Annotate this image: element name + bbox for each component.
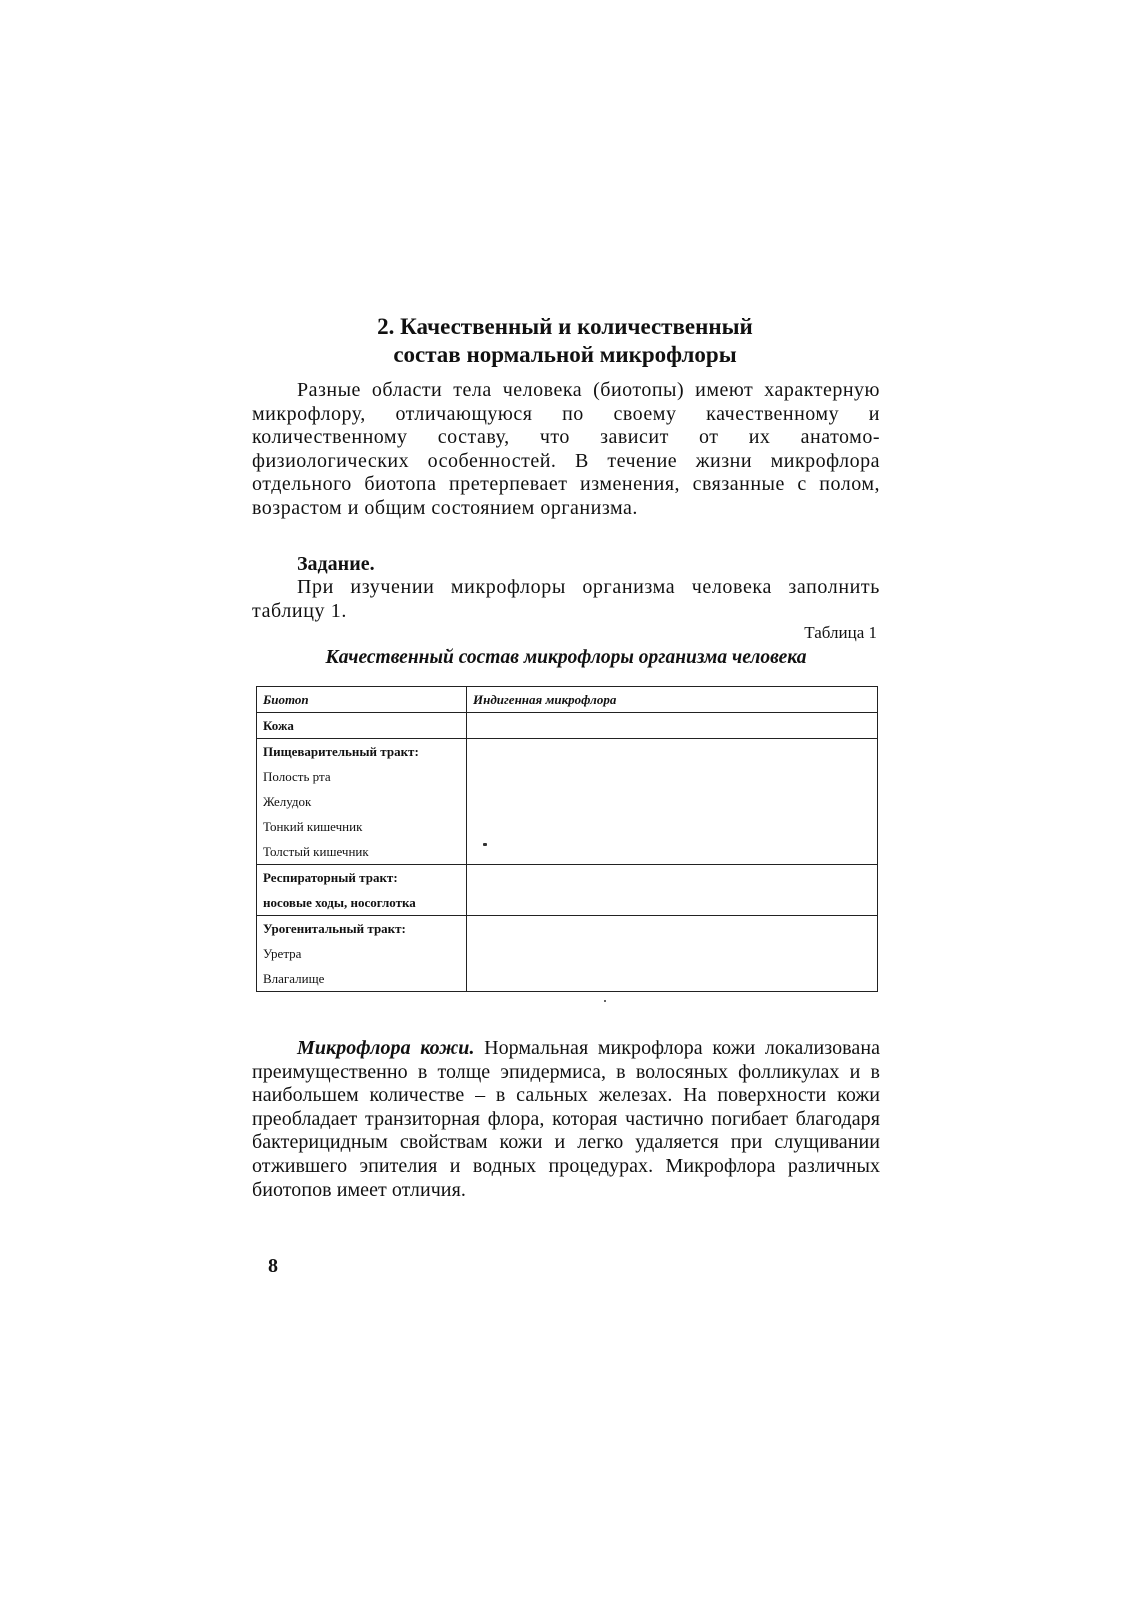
biotope-subitem: Влагалище	[263, 971, 325, 986]
table-header-row	[257, 687, 878, 713]
page-number: 8	[268, 1255, 278, 1277]
scan-speck	[483, 843, 487, 846]
flora-answer-cell[interactable]	[467, 916, 878, 992]
biotope-cell	[257, 739, 467, 865]
table-row	[257, 713, 878, 739]
header-biotope: Биотоп	[263, 692, 309, 707]
scan-speck	[604, 1000, 606, 1002]
header-indigenous-flora: Индигенная микрофлора	[473, 692, 617, 707]
section-title-line-2: состав нормальной микрофлоры	[393, 342, 737, 367]
table-caption: Качественный состав микрофлоры организма человека	[325, 647, 807, 668]
biotope-cell	[257, 916, 467, 992]
table-row	[257, 865, 878, 916]
task-paragraph-block	[252, 576, 880, 623]
skin-microflora-text: Нормальная микрофлора кожи локализована преимущественно в толще эпидермиса, в волосяных фолликулах и в наибольшем количестве – в сальных железах. На поверхности кожи преобладает транзиторная флора, которая частично погибает благодаря бактерицидным свойствам кожи и легко удаляется при слущивании отжившего эпителия и водных процедурах. Микрофлора различных биотопов имеет отличия.	[252, 1037, 881, 1201]
table-number: Таблица 1	[804, 623, 877, 642]
biotope-subitem: носовые ходы, носоглотка	[263, 895, 416, 910]
flora-answer-cell[interactable]	[467, 739, 878, 865]
biotope-subitem: Полость рта	[263, 769, 331, 784]
biotope-digestive-tract: Пищеварительный тракт:	[263, 744, 419, 759]
biotope-subitem: Уретра	[263, 946, 302, 961]
biotope-cell	[257, 713, 467, 739]
skin-microflora-paragraph	[252, 1037, 880, 1202]
table-row	[257, 739, 878, 865]
flora-answer-cell[interactable]	[467, 713, 878, 739]
task-heading: Задание.	[297, 553, 375, 575]
biotope-subitem: Тонкий кишечник	[263, 819, 363, 834]
biotope-skin: Кожа	[263, 718, 294, 733]
biotope-cell	[257, 865, 467, 916]
flora-answer-cell[interactable]	[467, 865, 878, 916]
biotope-subitem: Толстый кишечник	[263, 844, 369, 859]
skin-microflora-lead: Микрофлора кожи.	[297, 1037, 475, 1059]
biotope-respiratory-tract: Респираторный тракт:	[263, 870, 398, 885]
table-row	[257, 916, 878, 992]
skin-microflora-block	[252, 1037, 880, 1202]
task-paragraph: При изучении микрофлоры организма человека заполнить таблицу 1.	[252, 576, 880, 622]
microflora-table	[256, 686, 878, 992]
section-title	[250, 313, 880, 369]
section-title-line-1: 2. Качественный и количественный	[377, 314, 753, 339]
biotope-subitem: Желудок	[263, 794, 312, 809]
intro-paragraph-block	[252, 379, 880, 521]
table-header-cell	[257, 687, 467, 713]
table-header-cell	[467, 687, 878, 713]
intro-paragraph: Разные области тела человека (биотопы) имеют характерную микрофлору, отличающуюся по своему качественному и количественному составу, что зависит от их анатомо-физиологических особенностей. В течение жизни микрофлора отдельного биотопа претерпевает изменения, связанные с полом, возрастом и общим состоянием организма.	[252, 379, 880, 519]
biotope-urogenital-tract: Урогенитальный тракт:	[263, 921, 406, 936]
